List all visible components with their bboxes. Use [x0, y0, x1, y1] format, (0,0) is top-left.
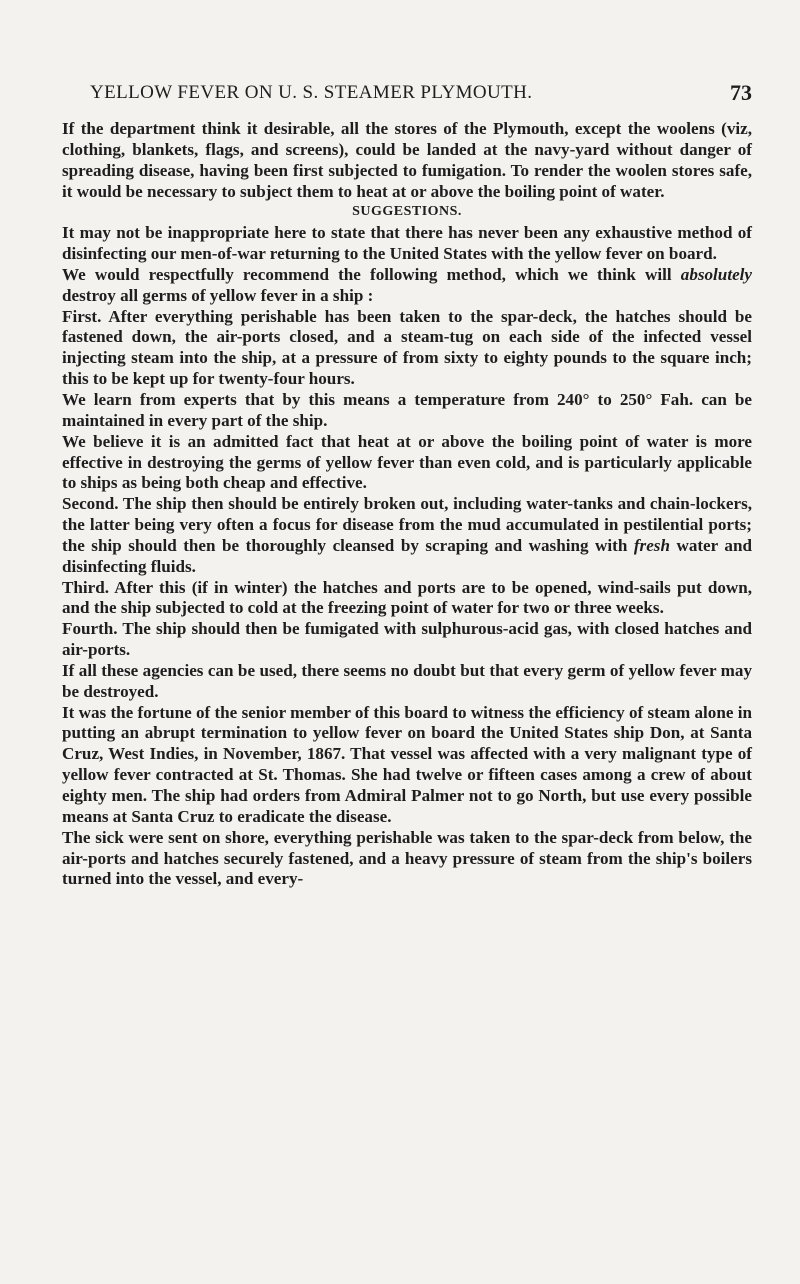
paragraph-temperature: We learn from experts that by this means a temperature from 240° to 250° Fah. can be maintained in every part of the ship. [62, 389, 752, 430]
page-number: 73 [730, 80, 752, 105]
body-text [62, 119, 752, 890]
emphasis-fresh: fresh [633, 535, 670, 555]
paragraph-fourth-step: Fourth. The ship should then be fumigated with sulphurous-acid gas, with closed hatches and air-ports. [62, 619, 752, 660]
paragraph-stores: If the department think it desirable, all the stores of the Plymouth, except the woolens (viz, clothing, blankets, flags, and screens), could be landed at the navy-yard without danger of spreading disease, having been first subjected to fumigation. To render the woolen stores safe, it would be necessary to subject them to heat at or above the boiling point of water. [62, 119, 752, 201]
paragraph-first-step: First. After everything perishable has been taken to the spar-deck, the hatches should be fastened down, the air-ports closed, and a steam-tug on each side of the infected vessel injecting steam into the ship, at a pressure of from sixty to eighty pounds to the square inch; this to be kept up for twenty-four hours. [62, 306, 752, 389]
paragraph-no-exhaustive-method: It may not be inappropriate here to state that there has never been any exhaustive method of disinfecting our men-of-war returning to the United States with the yellow fever on board. [62, 223, 752, 264]
paragraph-second-step [62, 494, 752, 577]
paragraph-heat-effective: We believe it is an admitted fact that heat at or above the boiling point of water is more effective in destroying the germs of yellow fever than even cold, and is particularly applicable to ships as being both cheap and effective. [62, 431, 752, 493]
running-title: YELLOW FEVER ON U. S. STEAMER PLYMOUTH. [90, 82, 533, 103]
paragraph-third-step: Third. After this (if in winter) the hatches and ports are to be opened, wind-sails put down, and the ship subjected to cold at the freezing point of water for two or three weeks. [62, 577, 752, 618]
paragraph-text: water and disinfecting fluids. [62, 535, 752, 576]
paragraph-recommend-method [62, 265, 752, 307]
paragraph-ship-don: It was the fortune of the senior member of this board to witness the efficiency of steam alone in putting an abrupt termination to yellow fever on board the United States ship Don, at Santa Cruz, West Indies, in November, 1867. That vessel was affected with a very malignant type of yellow fever contracted at St. Thomas. She had twelve or fifteen cases among a crew of about eighty men. The ship had orders from Admiral Palmer not to go North, but use every possible means at Santa Cruz to eradicate the disease. [62, 702, 752, 826]
paragraph-all-agencies: If all these agencies can be used, there seems no doubt but that every germ of yellow fever may be destroyed. [62, 660, 752, 701]
paragraph-sick-sent-ashore: The sick were sent on shore, everything perishable was taken to the spar-deck from below, the air-ports and hatches securely fastened, and a heavy pressure of steam from the ship's boilers turned into the vessel, and every- [62, 827, 752, 889]
paragraph-text: destroy all germs of yellow fever in a ship : [62, 285, 374, 305]
emphasis-absolutely: absolutely [680, 264, 752, 284]
running-head [66, 80, 752, 108]
paragraph-text: Second. The ship then should be entirely broken out, including water-tanks and chain-lockers, the latter being very often a focus for disease from the mud accumulated in pestilential ports; the ship should then be thoroughly cleansed by scraping and washing with [62, 494, 752, 555]
paragraph-text: We would respectfully recommend the following method, which we think will [62, 264, 681, 284]
section-heading-suggestions: SUGGESTIONS. [352, 204, 462, 220]
